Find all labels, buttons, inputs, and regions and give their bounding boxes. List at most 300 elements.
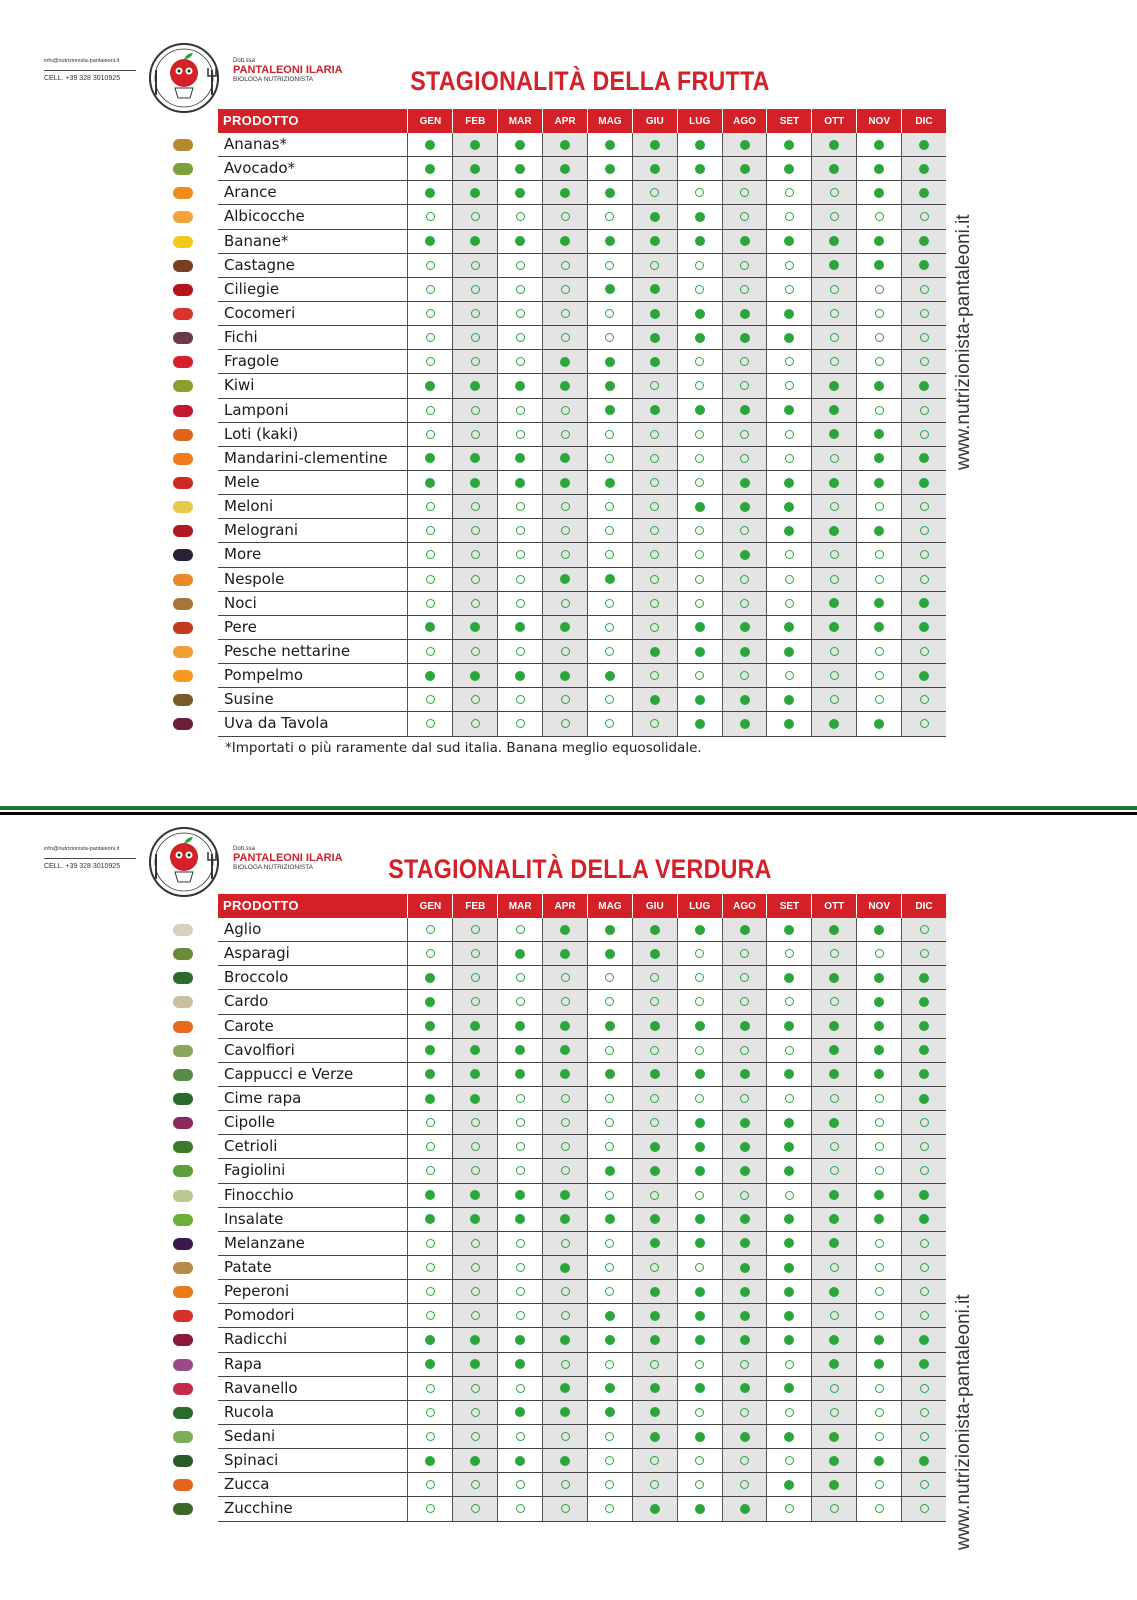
in-season-dot-icon [740, 502, 750, 512]
contact-divider [44, 70, 136, 71]
season-cell [587, 543, 632, 566]
season-cell [632, 471, 677, 494]
product-name: Asparagi [224, 944, 290, 963]
season-cell [766, 640, 811, 663]
season-cell [497, 519, 542, 542]
season-cell [677, 1087, 722, 1110]
season-cell [856, 447, 901, 470]
in-season-dot-icon [784, 622, 794, 632]
season-cell [452, 664, 497, 687]
season-cell [632, 278, 677, 301]
product-name: Spinaci [224, 1451, 279, 1470]
season-cell [542, 181, 587, 204]
season-cell [587, 1401, 632, 1424]
season-cell [677, 616, 722, 639]
product-name: Cime rapa [224, 1088, 302, 1107]
in-season-dot-icon [919, 164, 929, 174]
in-season-dot-icon [874, 478, 884, 488]
out-of-season-dot-icon [426, 261, 435, 270]
season-cell [901, 1135, 946, 1158]
season-cell [901, 1449, 946, 1472]
fennel-icon [168, 1184, 198, 1208]
season-cell [766, 1328, 811, 1351]
out-of-season-dot-icon [875, 575, 884, 584]
season-cell [901, 1039, 946, 1062]
season-cell [632, 1473, 677, 1496]
season-cell [856, 1111, 901, 1134]
season-cell [856, 519, 901, 542]
season-cell [497, 543, 542, 566]
in-season-dot-icon [784, 405, 794, 415]
season-cell [856, 1208, 901, 1231]
in-season-dot-icon [784, 333, 794, 343]
in-season-dot-icon [425, 1190, 435, 1200]
in-season-dot-icon [919, 1214, 929, 1224]
season-cell [766, 1256, 811, 1279]
tomato-icon [168, 1304, 198, 1328]
out-of-season-dot-icon [561, 430, 570, 439]
season-cell [587, 1353, 632, 1376]
mandarin-icon [168, 447, 198, 471]
season-cell [811, 543, 856, 566]
season-cell [452, 616, 497, 639]
fig-icon [168, 326, 198, 350]
season-cell [407, 181, 452, 204]
in-season-dot-icon [784, 1238, 794, 1248]
season-cell [407, 1473, 452, 1496]
out-of-season-dot-icon [605, 973, 614, 982]
season-cell [407, 568, 452, 591]
in-season-dot-icon [650, 647, 660, 657]
out-of-season-dot-icon [471, 430, 480, 439]
season-cell [452, 447, 497, 470]
season-cell [542, 1208, 587, 1231]
header-month-dic: DIC [901, 109, 946, 133]
out-of-season-dot-icon [426, 1384, 435, 1393]
season-cell [452, 918, 497, 941]
season-cell [452, 1473, 497, 1496]
in-season-dot-icon [919, 1045, 929, 1055]
season-cell [632, 918, 677, 941]
out-of-season-dot-icon [695, 997, 704, 1006]
season-cell [901, 942, 946, 965]
season-cell [587, 1159, 632, 1182]
season-cell [407, 990, 452, 1013]
out-of-season-dot-icon [740, 357, 749, 366]
season-cell [856, 181, 901, 204]
product-name: Albicocche [224, 207, 305, 226]
season-cell [811, 181, 856, 204]
season-cell [497, 205, 542, 228]
in-season-dot-icon [829, 1238, 839, 1248]
in-season-dot-icon [425, 1021, 435, 1031]
out-of-season-dot-icon [920, 333, 929, 342]
out-of-season-dot-icon [471, 1118, 480, 1127]
season-cell [811, 592, 856, 615]
season-cell [587, 1449, 632, 1472]
product-name: Radicchi [224, 1330, 288, 1349]
season-cell [811, 1111, 856, 1134]
out-of-season-dot-icon [471, 997, 480, 1006]
out-of-season-dot-icon [516, 1166, 525, 1175]
out-of-season-dot-icon [650, 623, 659, 632]
in-season-dot-icon [829, 622, 839, 632]
zucchini-icon [168, 1497, 198, 1521]
product-name: Arance [224, 183, 277, 202]
out-of-season-dot-icon [785, 212, 794, 221]
asparagus-icon-shape [173, 948, 193, 960]
out-of-season-dot-icon [516, 430, 525, 439]
out-of-season-dot-icon [830, 647, 839, 656]
season-cell [766, 1159, 811, 1182]
product-name: Fagiolini [224, 1161, 286, 1180]
season-cell [766, 942, 811, 965]
in-season-dot-icon [470, 1021, 480, 1031]
out-of-season-dot-icon [471, 212, 480, 221]
in-season-dot-icon [605, 140, 615, 150]
in-season-dot-icon [470, 140, 480, 150]
in-season-dot-icon [829, 260, 839, 270]
in-season-dot-icon [560, 1021, 570, 1031]
season-cell [811, 990, 856, 1013]
grapes-icon-shape [173, 718, 193, 730]
season-cell [811, 423, 856, 446]
in-season-dot-icon [784, 695, 794, 705]
in-season-dot-icon [515, 949, 525, 959]
season-cell [632, 942, 677, 965]
out-of-season-dot-icon [695, 1263, 704, 1272]
in-season-dot-icon [829, 598, 839, 608]
out-of-season-dot-icon [830, 575, 839, 584]
in-season-dot-icon [740, 719, 750, 729]
out-of-season-dot-icon [426, 1239, 435, 1248]
out-of-season-dot-icon [516, 695, 525, 704]
in-season-dot-icon [515, 1335, 525, 1345]
in-season-dot-icon [919, 973, 929, 983]
season-cell [632, 519, 677, 542]
in-season-dot-icon [740, 1504, 750, 1514]
fruit-season-table [218, 109, 946, 737]
season-cell [632, 1159, 677, 1182]
season-cell [901, 471, 946, 494]
season-cell [766, 990, 811, 1013]
pumpkin-icon-shape [173, 1479, 193, 1491]
season-cell [722, 302, 767, 325]
in-season-dot-icon [560, 478, 570, 488]
apple-icon-shape [173, 477, 193, 489]
out-of-season-dot-icon [785, 1046, 794, 1055]
season-cell [542, 1159, 587, 1182]
out-of-season-dot-icon [471, 647, 480, 656]
out-of-season-dot-icon [695, 285, 704, 294]
out-of-season-dot-icon [740, 381, 749, 390]
in-season-dot-icon [695, 1432, 705, 1442]
season-cell [407, 688, 452, 711]
season-cell [542, 205, 587, 228]
season-cell [452, 990, 497, 1013]
table-row [218, 471, 946, 495]
season-cell [722, 592, 767, 615]
season-cell [766, 374, 811, 397]
out-of-season-dot-icon [740, 575, 749, 584]
season-cell [677, 350, 722, 373]
product-name: Lamponi [224, 400, 289, 419]
out-of-season-dot-icon [785, 454, 794, 463]
season-cell [407, 374, 452, 397]
season-cell [497, 1473, 542, 1496]
out-of-season-dot-icon [426, 1504, 435, 1513]
out-of-season-dot-icon [426, 1287, 435, 1296]
season-cell [722, 1377, 767, 1400]
out-of-season-dot-icon [740, 671, 749, 680]
season-cell [766, 712, 811, 735]
out-of-season-dot-icon [516, 502, 525, 511]
season-cell [632, 254, 677, 277]
season-cell [722, 1401, 767, 1424]
season-cell [677, 205, 722, 228]
out-of-season-dot-icon [516, 1504, 525, 1513]
in-season-dot-icon [605, 1311, 615, 1321]
season-cell [632, 205, 677, 228]
season-cell [856, 1159, 901, 1182]
season-cell [587, 1256, 632, 1279]
season-cell [856, 543, 901, 566]
season-cell [632, 1087, 677, 1110]
radicchio-icon-shape [173, 1334, 193, 1346]
table-row [218, 1232, 946, 1256]
pumpkin-icon [168, 1473, 198, 1497]
out-of-season-dot-icon [605, 623, 614, 632]
in-season-dot-icon [829, 1214, 839, 1224]
in-season-dot-icon [784, 719, 794, 729]
season-cell [722, 423, 767, 446]
table-row [218, 302, 946, 326]
pepper-icon-shape [173, 1286, 193, 1298]
table-row [218, 592, 946, 616]
season-cell [901, 399, 946, 422]
in-season-dot-icon [425, 1335, 435, 1345]
season-cell [811, 1280, 856, 1303]
season-cell [407, 543, 452, 566]
season-cell [632, 664, 677, 687]
season-cell [722, 326, 767, 349]
out-of-season-dot-icon [516, 1118, 525, 1127]
out-of-season-dot-icon [650, 575, 659, 584]
season-cell [542, 688, 587, 711]
table-row [218, 374, 946, 398]
season-cell [722, 616, 767, 639]
out-of-season-dot-icon [785, 430, 794, 439]
season-cell [632, 495, 677, 518]
season-cell [677, 688, 722, 711]
season-cell [452, 966, 497, 989]
product-name: Broccolo [224, 968, 289, 987]
season-cell [856, 1353, 901, 1376]
grapes-icon [168, 712, 198, 736]
in-season-dot-icon [740, 1432, 750, 1442]
out-of-season-dot-icon [561, 695, 570, 704]
page-title: STAGIONALITÀ DELLA VERDURA [388, 854, 772, 884]
season-cell [677, 664, 722, 687]
raspberry-icon-shape [173, 405, 193, 417]
apple-icon [168, 471, 198, 495]
loquat-icon [168, 568, 198, 592]
season-cell [407, 1135, 452, 1158]
out-of-season-dot-icon [516, 647, 525, 656]
season-cell [677, 1135, 722, 1158]
season-cell [722, 990, 767, 1013]
in-season-dot-icon [650, 1021, 660, 1031]
season-cell [542, 1353, 587, 1376]
season-cell [722, 688, 767, 711]
in-season-dot-icon [560, 1069, 570, 1079]
in-season-dot-icon [874, 1456, 884, 1466]
out-of-season-dot-icon [516, 1263, 525, 1272]
season-cell [856, 1184, 901, 1207]
out-of-season-dot-icon [471, 1504, 480, 1513]
out-of-season-dot-icon [740, 1456, 749, 1465]
season-cell [766, 1401, 811, 1424]
out-of-season-dot-icon [471, 973, 480, 982]
out-of-season-dot-icon [740, 1360, 749, 1369]
in-season-dot-icon [829, 925, 839, 935]
season-cell [856, 990, 901, 1013]
out-of-season-dot-icon [785, 550, 794, 559]
out-of-season-dot-icon [920, 430, 929, 439]
season-cell [542, 966, 587, 989]
season-cell [811, 1063, 856, 1086]
product-name: Finocchio [224, 1185, 294, 1204]
season-cell [677, 278, 722, 301]
out-of-season-dot-icon [830, 333, 839, 342]
table-row [218, 181, 946, 205]
season-cell [452, 302, 497, 325]
out-of-season-dot-icon [830, 1166, 839, 1175]
celery-icon-shape [173, 1431, 193, 1443]
season-cell [407, 966, 452, 989]
season-cell [722, 1256, 767, 1279]
in-season-dot-icon [784, 1021, 794, 1031]
season-cell [542, 1377, 587, 1400]
season-cell [542, 399, 587, 422]
season-cell [677, 326, 722, 349]
season-cell [901, 519, 946, 542]
out-of-season-dot-icon [516, 1287, 525, 1296]
season-cell [722, 181, 767, 204]
season-cell [542, 664, 587, 687]
in-season-dot-icon [470, 381, 480, 391]
in-season-dot-icon [740, 622, 750, 632]
season-cell [587, 568, 632, 591]
in-season-dot-icon [560, 925, 570, 935]
season-cell [766, 302, 811, 325]
season-cell [587, 990, 632, 1013]
table-row [218, 942, 946, 966]
in-season-dot-icon [515, 1456, 525, 1466]
in-season-dot-icon [829, 429, 839, 439]
season-cell [766, 1039, 811, 1062]
out-of-season-dot-icon [785, 1191, 794, 1200]
header-month-dic: DIC [901, 894, 946, 918]
kiwi-icon [168, 374, 198, 398]
out-of-season-dot-icon [605, 1046, 614, 1055]
out-of-season-dot-icon [471, 550, 480, 559]
season-cell [407, 399, 452, 422]
out-of-season-dot-icon [650, 502, 659, 511]
season-cell [587, 640, 632, 663]
season-cell [497, 1015, 542, 1038]
season-cell [677, 1111, 722, 1134]
out-of-season-dot-icon [471, 1408, 480, 1417]
season-cell [811, 254, 856, 277]
in-season-dot-icon [695, 502, 705, 512]
season-cell [677, 568, 722, 591]
season-cell [722, 1353, 767, 1376]
in-season-dot-icon [605, 405, 615, 415]
season-cell [587, 205, 632, 228]
season-cell [722, 205, 767, 228]
season-cell [722, 399, 767, 422]
season-cell [587, 495, 632, 518]
season-cell [722, 543, 767, 566]
table-row [218, 1208, 946, 1232]
out-of-season-dot-icon [740, 1480, 749, 1489]
season-cell [722, 568, 767, 591]
out-of-season-dot-icon [650, 430, 659, 439]
season-cell [901, 495, 946, 518]
season-cell [542, 543, 587, 566]
in-season-dot-icon [650, 1287, 660, 1297]
in-season-dot-icon [515, 164, 525, 174]
walnut-icon [168, 592, 198, 616]
season-cell [542, 616, 587, 639]
out-of-season-dot-icon [561, 502, 570, 511]
season-cell [497, 640, 542, 663]
in-season-dot-icon [470, 1069, 480, 1079]
in-season-dot-icon [605, 357, 615, 367]
out-of-season-dot-icon [740, 430, 749, 439]
season-cell [407, 712, 452, 735]
header-month-mar: MAR [497, 894, 542, 918]
out-of-season-dot-icon [471, 599, 480, 608]
out-of-season-dot-icon [875, 550, 884, 559]
season-cell [677, 1328, 722, 1351]
season-cell [856, 688, 901, 711]
season-cell [587, 664, 632, 687]
chestnut-icon [168, 254, 198, 278]
season-cell [587, 942, 632, 965]
season-cell [497, 374, 542, 397]
season-cell [811, 350, 856, 373]
in-season-dot-icon [695, 1287, 705, 1297]
website-url: www.nutrizionista-pantaleoni.it [953, 1294, 974, 1550]
season-cell [901, 712, 946, 735]
in-season-dot-icon [740, 1263, 750, 1273]
table-row [218, 1425, 946, 1449]
season-cell [901, 374, 946, 397]
in-season-dot-icon [784, 502, 794, 512]
out-of-season-dot-icon [875, 285, 884, 294]
in-season-dot-icon [784, 1480, 794, 1490]
season-cell [677, 471, 722, 494]
season-cell [542, 1063, 587, 1086]
season-cell [407, 1377, 452, 1400]
season-cell [497, 1256, 542, 1279]
out-of-season-dot-icon [920, 1287, 929, 1296]
in-season-dot-icon [695, 405, 705, 415]
season-cell [766, 568, 811, 591]
out-of-season-dot-icon [740, 261, 749, 270]
